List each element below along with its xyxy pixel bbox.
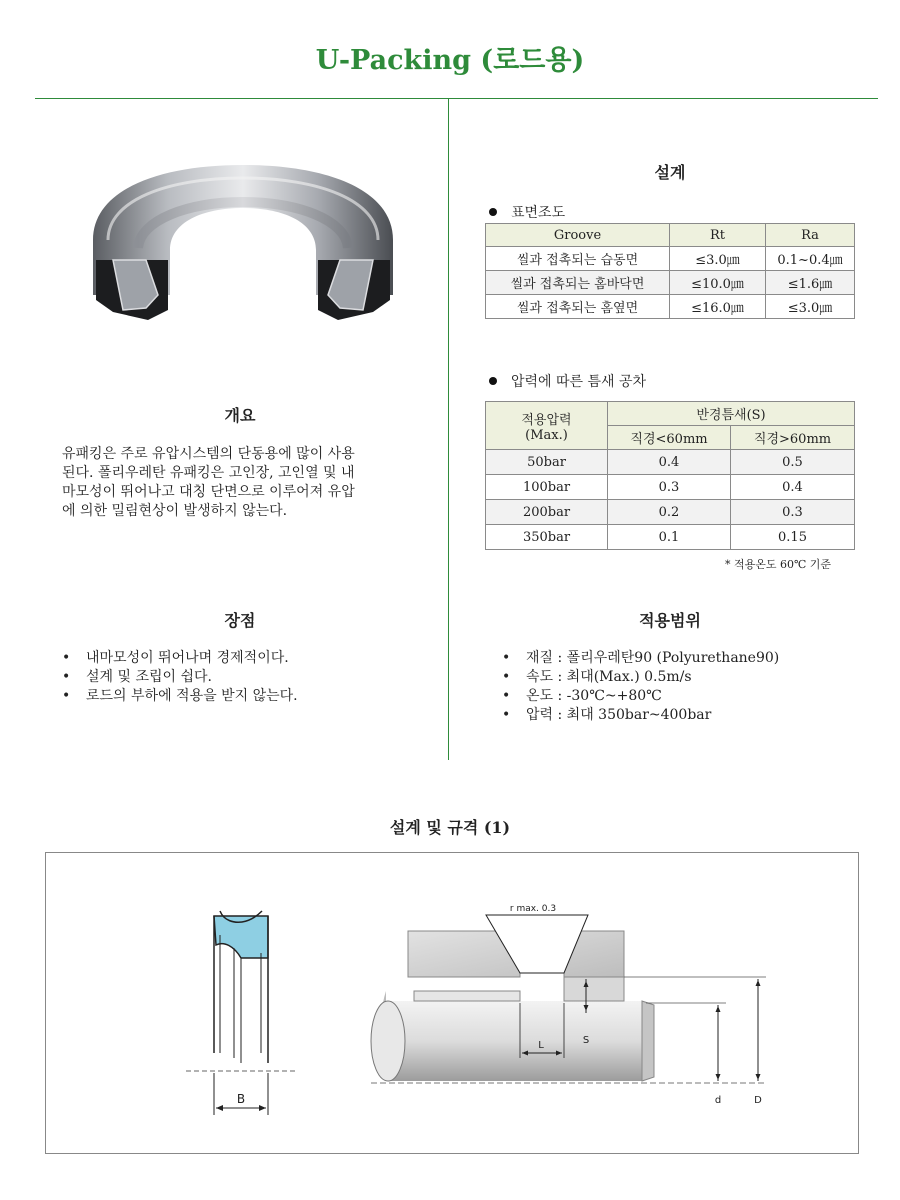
- clearance-table: [485, 401, 855, 550]
- table-cell: 0.15: [731, 525, 855, 550]
- table-cell: 0.4: [731, 475, 855, 500]
- roughness-table: [485, 223, 855, 319]
- gap-header: 반경틈새(S): [608, 402, 855, 426]
- table-row: [486, 295, 855, 319]
- table-cell: ≤16.0㎛: [670, 295, 766, 319]
- label-L: L: [538, 1040, 544, 1051]
- roughness-label-text: 표면조도: [511, 205, 566, 221]
- label-rmax: r max. 0.3: [509, 904, 557, 914]
- table-cell: 씰과 접촉되는 홈바닥면: [486, 271, 670, 295]
- scope-heading: 적용범위: [639, 611, 701, 630]
- table-row: [486, 450, 855, 475]
- label-S: S: [582, 1035, 590, 1046]
- advantages-heading: 장점: [224, 611, 256, 630]
- table-cell: 0.5: [731, 450, 855, 475]
- table-header: Groove: [486, 224, 670, 247]
- clearance-label: [489, 371, 646, 391]
- list-item: • 온도 : -30℃~+80℃: [500, 687, 870, 706]
- table-header: 직경<60mm: [608, 426, 731, 450]
- bullet-icon: [489, 208, 497, 216]
- page-title: U-Packing (로드용): [315, 45, 585, 76]
- table-header: Rt: [670, 224, 766, 247]
- label-d: d: [714, 1095, 722, 1106]
- label-B: B: [236, 1092, 246, 1106]
- roughness-label: [489, 202, 565, 222]
- table-row: [486, 475, 855, 500]
- table-cell: 씰과 접촉되는 홈옆면: [486, 295, 670, 319]
- table-cell: 350bar: [486, 525, 608, 550]
- seal-cross-section: [186, 911, 296, 1115]
- clearance-label-text: 압력에 따른 틈새 공차: [511, 374, 647, 390]
- list-item: • 재질 : 폴리우레탄90 (Polyurethane90): [500, 649, 870, 668]
- list-item: • 로드의 부하에 적용을 받지 않는다.: [60, 687, 430, 706]
- advantages-list: [60, 649, 430, 706]
- table-cell: 0.1: [608, 525, 731, 550]
- spec-drawing-frame: [45, 852, 859, 1154]
- table-cell: 0.3: [608, 475, 731, 500]
- temperature-note: * 적용온도 60℃ 기준: [725, 558, 832, 571]
- table-cell: 0.2: [608, 500, 731, 525]
- table-cell: 200bar: [486, 500, 608, 525]
- pressure-header-line: 적용압력: [521, 412, 572, 428]
- overview-heading: 개요: [224, 406, 256, 425]
- table-cell: 씰과 접촉되는 습동면: [486, 247, 670, 271]
- design-heading: 설계: [654, 163, 686, 182]
- list-item: • 속도 : 최대(Max.) 0.5m/s: [500, 668, 870, 687]
- pressure-header: [486, 402, 608, 450]
- table-cell: 0.4: [608, 450, 731, 475]
- spec-heading: 설계 및 규격 (1): [389, 818, 511, 837]
- table-cell: 0.3: [731, 500, 855, 525]
- bullet-icon: [489, 377, 497, 385]
- overview-line: 마모성이 뛰어나고 대칭 단면으로 이루어져 유압: [62, 484, 355, 500]
- table-cell: ≤1.6㎛: [766, 271, 855, 295]
- table-row: [486, 525, 855, 550]
- list-item: • 설계 및 조립이 쉽다.: [60, 668, 430, 687]
- table-row: [486, 500, 855, 525]
- table-cell: 0.1~0.4㎛: [766, 247, 855, 271]
- list-item: • 내마모성이 뛰어나며 경제적이다.: [60, 649, 430, 668]
- list-item: • 압력 : 최대 350bar~400bar: [500, 706, 870, 725]
- table-row: [486, 247, 855, 271]
- label-D: D: [754, 1095, 762, 1106]
- table-cell: 100bar: [486, 475, 608, 500]
- overview-text: [62, 445, 432, 521]
- table-cell: 50bar: [486, 450, 608, 475]
- overview-line: 유패킹은 주로 유압시스템의 단동용에 많이 사용: [62, 446, 355, 462]
- table-cell: ≤3.0㎛: [766, 295, 855, 319]
- scope-list: [500, 649, 870, 725]
- table-cell: ≤3.0㎛: [670, 247, 766, 271]
- overview-line: 에 의한 밀림현상이 발생하지 않는다.: [62, 503, 288, 519]
- spec-drawing: [46, 853, 858, 1153]
- overview-line: 된다. 폴리우레탄 유패킹은 고인장, 고인열 및 내: [62, 465, 355, 481]
- u-packing-illustration: [88, 160, 398, 330]
- table-row: [486, 271, 855, 295]
- column-divider: [448, 98, 449, 760]
- title-divider: [35, 98, 878, 99]
- groove-assembly: [371, 904, 766, 1106]
- table-header: 직경>60mm: [731, 426, 855, 450]
- table-cell: ≤10.0㎛: [670, 271, 766, 295]
- table-header: Ra: [766, 224, 855, 247]
- pressure-header-line: (Max.): [525, 427, 568, 443]
